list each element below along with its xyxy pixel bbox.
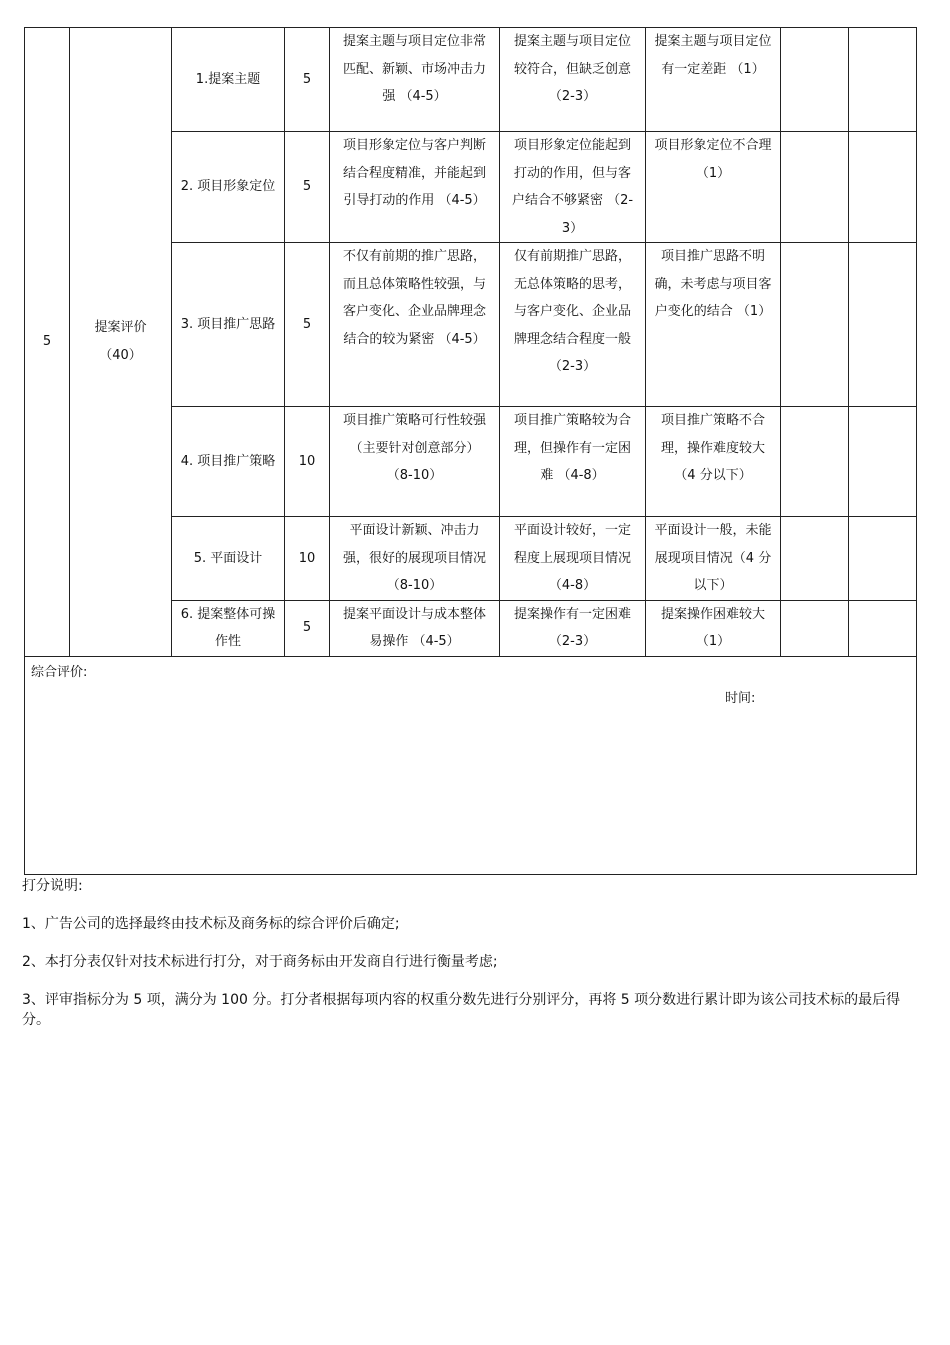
criteria-excellent: 项目形象定位与客户判断结合程度精准，并能起到引导打动的作用 （4-5）: [330, 132, 500, 243]
score-cell[interactable]: [781, 132, 849, 243]
score-cell[interactable]: [849, 517, 917, 601]
score-cell[interactable]: [849, 132, 917, 243]
item-weight: 5: [285, 28, 330, 132]
score-cell[interactable]: [849, 243, 917, 407]
criteria-excellent: 项目推广策略可行性较强（主要针对创意部分） （8-10）: [330, 407, 500, 517]
criteria-good: 项目形象定位能起到打动的作用，但与客户结合不够紧密 （2-3）: [500, 132, 646, 243]
section-total: （40）: [99, 347, 142, 363]
item-weight: 10: [285, 517, 330, 601]
score-cell[interactable]: [781, 243, 849, 407]
criteria-excellent: 平面设计新颖、冲击力强，很好的展现项目情况 （8-10）: [330, 517, 500, 601]
criteria-excellent: 提案平面设计与成本整体易操作 （4-5）: [330, 600, 500, 656]
criteria-poor: 提案主题与项目定位有一定差距 （1）: [646, 28, 781, 132]
summary-row: [25, 656, 917, 874]
criteria-poor: 平面设计一般，未能展现项目情况（4 分以下）: [646, 517, 781, 601]
notes-heading: 打分说明:: [22, 878, 83, 894]
item-name: 1.提案主题: [172, 28, 285, 132]
note-item: 1、广告公司的选择最终由技术标及商务标的综合评价后确定;: [22, 916, 400, 932]
score-cell[interactable]: [849, 600, 917, 656]
item-name: 2. 项目形象定位: [172, 132, 285, 243]
item-weight: 5: [285, 600, 330, 656]
criteria-poor: 提案操作困难较大（1）: [646, 600, 781, 656]
criteria-poor: 项目推广策略不合理，操作难度较大 （4 分以下）: [646, 407, 781, 517]
section-name: [70, 28, 172, 657]
section-title: 提案评价: [94, 320, 147, 336]
criteria-good: 平面设计较好，一定程度上展现项目情况 （4-8）: [500, 517, 646, 601]
score-cell[interactable]: [781, 407, 849, 517]
item-name: 3. 项目推广思路: [172, 243, 285, 407]
item-weight: 5: [285, 132, 330, 243]
criteria-poor: 项目形象定位不合理 （1）: [646, 132, 781, 243]
item-name: 4. 项目推广策略: [172, 407, 285, 517]
criteria-excellent: 提案主题与项目定位非常匹配、新颖、市场冲击力强 （4-5）: [330, 28, 500, 132]
summary-label: 综合评价:: [31, 664, 88, 680]
score-cell[interactable]: [781, 28, 849, 132]
item-name: 5. 平面设计: [172, 517, 285, 601]
item-weight: 10: [285, 407, 330, 517]
note-item: 3、评审指标分为 5 项，满分为 100 分。打分者根据每项内容的权重分数先进行分别评分，再将 5 项分数进行累计即为该公司技术标的最后得分。: [22, 992, 901, 1028]
criteria-good: 提案主题与项目定位较符合，但缺乏创意 （2-3）: [500, 28, 646, 132]
evaluation-table: [24, 27, 917, 875]
score-cell[interactable]: [781, 600, 849, 656]
criteria-poor: 项目推广思路不明确，未考虑与项目客户变化的结合 （1）: [646, 243, 781, 407]
item-weight: 5: [285, 243, 330, 407]
scoring-notes: [22, 876, 922, 1030]
section-number: 5: [25, 28, 70, 657]
criteria-good: 提案操作有一定困难 （2-3）: [500, 600, 646, 656]
criteria-excellent: 不仅有前期的推广思路，而且总体策略性较强，与客户变化、企业品牌理念结合的较为紧密 （4-5）: [330, 243, 500, 407]
score-cell[interactable]: [781, 517, 849, 601]
score-cell[interactable]: [849, 28, 917, 132]
note-item: 2、本打分表仅针对技术标进行打分，对于商务标由开发商自行进行衡量考虑;: [22, 954, 498, 970]
time-label: 时间:: [725, 690, 756, 706]
table-row: [25, 28, 917, 132]
summary-cell[interactable]: [25, 656, 917, 874]
score-cell[interactable]: [849, 407, 917, 517]
criteria-good: 仅有前期推广思路，无总体策略的思考，与客户变化、企业品牌理念结合程度一般 （2-3）: [500, 243, 646, 407]
item-name: 6. 提案整体可操作性: [172, 600, 285, 656]
criteria-good: 项目推广策略较为合理，但操作有一定困难 （4-8）: [500, 407, 646, 517]
